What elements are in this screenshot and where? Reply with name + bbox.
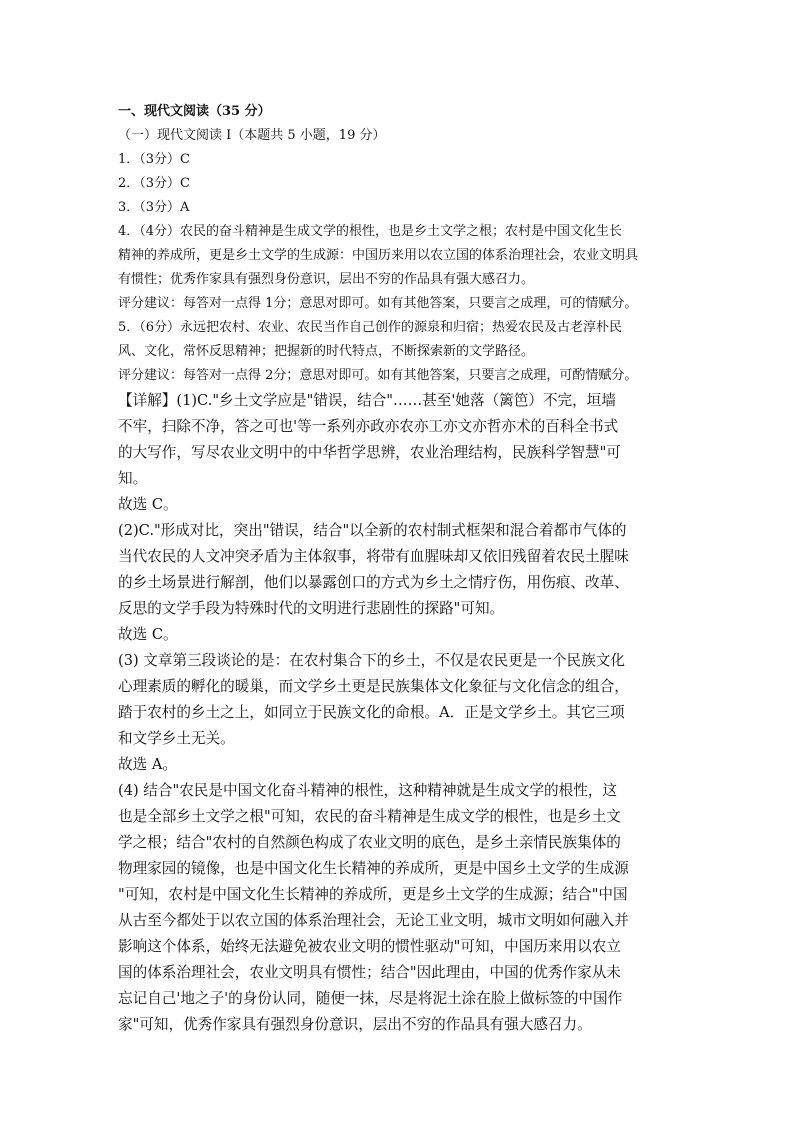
explanation-line: 和文学乡土无关。: [118, 730, 235, 747]
explanation-line: 家"可知，优秀作家具有强烈身份意识，层出不穷的作品具有强大感召力。: [118, 1016, 592, 1033]
answer-4-line: 4．（4分）农民的奋斗精神是生成文学的根性，也是乡土文学之根；农村是中国文化生长: [118, 224, 623, 239]
explanation-line: 影响这个体系，始终无法避免被农业文明的惯性驱动"可知，中国历来用以农立: [118, 938, 621, 955]
answer-4-line: 有惯性；优秀作家具有强烈身份意识，层出不穷的作品具有强大感召力。: [118, 272, 535, 287]
answer-2: 2．（3分）C: [118, 176, 190, 191]
explanation-q4: [118, 778, 678, 1038]
section-title: 一、现代文阅读（35 分）: [118, 104, 271, 119]
explanation-line: 的乡土场景进行解剖，他们以暴露创口的方式为乡土之情疗伤，用伤痕、改革、: [118, 574, 629, 591]
explanation-line: 不牢，扫除不净，答之可也'等一系列亦政亦农亦工亦文亦哲亦术的百科全书式: [118, 418, 619, 435]
answer-5-scoring-note: 评分建议：每答对一点得 2分；意思对即可。如有其他答案，只要言之成理，可酌情赋分。: [118, 368, 638, 383]
answer-1: 1．（3分）C: [118, 152, 190, 167]
explanation-line: (2)C."形成对比，突出"错误，结合"以全新的农村制式框架和混合着都市气体的: [118, 522, 627, 539]
explanation-line: (4) 结合"农民是中国文化奋斗精神的根性，这种精神就是生成文学的根性，这: [118, 782, 618, 799]
choice-conclusion: 故选 C。: [118, 496, 178, 513]
explanation-line: 踏于农村的乡土之上，如同立于民族文化的命根。A．正是文学乡土。其它三项: [118, 704, 625, 721]
subsection-title: （一）现代文阅读 I（本题共 5 小题，19 分）: [118, 128, 386, 143]
explanation-line: 反思的文学手段为特殊时代的文明进行悲剧性的探路"可知。: [118, 600, 505, 617]
explanation-line: 物理家园的镜像，也是中国文化生长精神的养成所，更是中国乡土文学的生成源: [118, 860, 629, 877]
explanation-q2: [118, 518, 678, 648]
explanation-q3: [118, 648, 678, 778]
explanation-line: 当代农民的人文冲突矛盾为主体叙事，将带有血腥味却又依旧残留着农民土腥味: [118, 548, 629, 565]
explanation-line: "可知，农村是中国文化生长精神的养成所，更是乡土文学的生成源；结合"中国: [118, 886, 628, 903]
explanation-line: 也是全部乡土文学之根"可知，农民的奋斗精神是生成文学的根性，也是乡土文: [118, 808, 621, 825]
explanation-line: 心理素质的孵化的暖巢，而文学乡土更是民族集体文化象征与文化信念的组合，: [118, 678, 629, 695]
explanation-line: 【详解】(1)C."乡土文学应是"错误，结合"……甚至'她落（篱笆）不完，垣墙: [118, 392, 616, 409]
explanation-line: 知。: [118, 470, 148, 487]
explanation-line: 从古至今都处于以农立国的体系治理社会，无论工业文明，城市文明如何融入并: [118, 912, 629, 929]
explanation-line: 忘记自己'地之子'的身份认同，随便一抹，尽是将泥土涂在脸上做标签的中国作: [118, 990, 623, 1007]
answer-4-line: 精神的养成所，更是乡土文学的生成源：中国历来用以农立国的体系治理社会，农业文明具: [118, 248, 639, 263]
explanation-line: 国的体系治理社会，农业文明具有惯性；结合"因此理由，中国的优秀作家从未: [118, 964, 621, 981]
explanation-line: 学之根；结合"农村的自然颜色构成了农业文明的底色，是乡土亲情民族集体的: [118, 834, 621, 851]
answer-5-line: 风、文化，常怀反思精神；把握新的时代特点，不断探索新的文学路径。: [118, 344, 535, 359]
choice-conclusion: 故选 C。: [118, 626, 178, 643]
explanation-line: (3) 文章第三段谈论的是：在农村集合下的乡土，不仅是农民更是一个民族文化: [118, 652, 625, 669]
answer-key-page: [118, 100, 678, 1038]
explanation-q1: [118, 388, 678, 518]
choice-conclusion: 故选 A。: [118, 756, 177, 773]
answer-5-line: 5．（6分）永远把农村、农业、农民当作自己创作的源泉和归宿；热爱农民及古老淳朴民: [118, 320, 623, 335]
explanation-line: 的大写作，写尽农业文明中的中华哲学思辨，农业治理结构，民族科学智慧"可: [118, 444, 621, 461]
answer-4-scoring-note: 评分建议：每答对一点得 1分；意思对即可。如有其他答案，只要言之成理，可的情赋分。: [118, 296, 638, 311]
answer-3: 3．（3分）A: [118, 200, 190, 215]
